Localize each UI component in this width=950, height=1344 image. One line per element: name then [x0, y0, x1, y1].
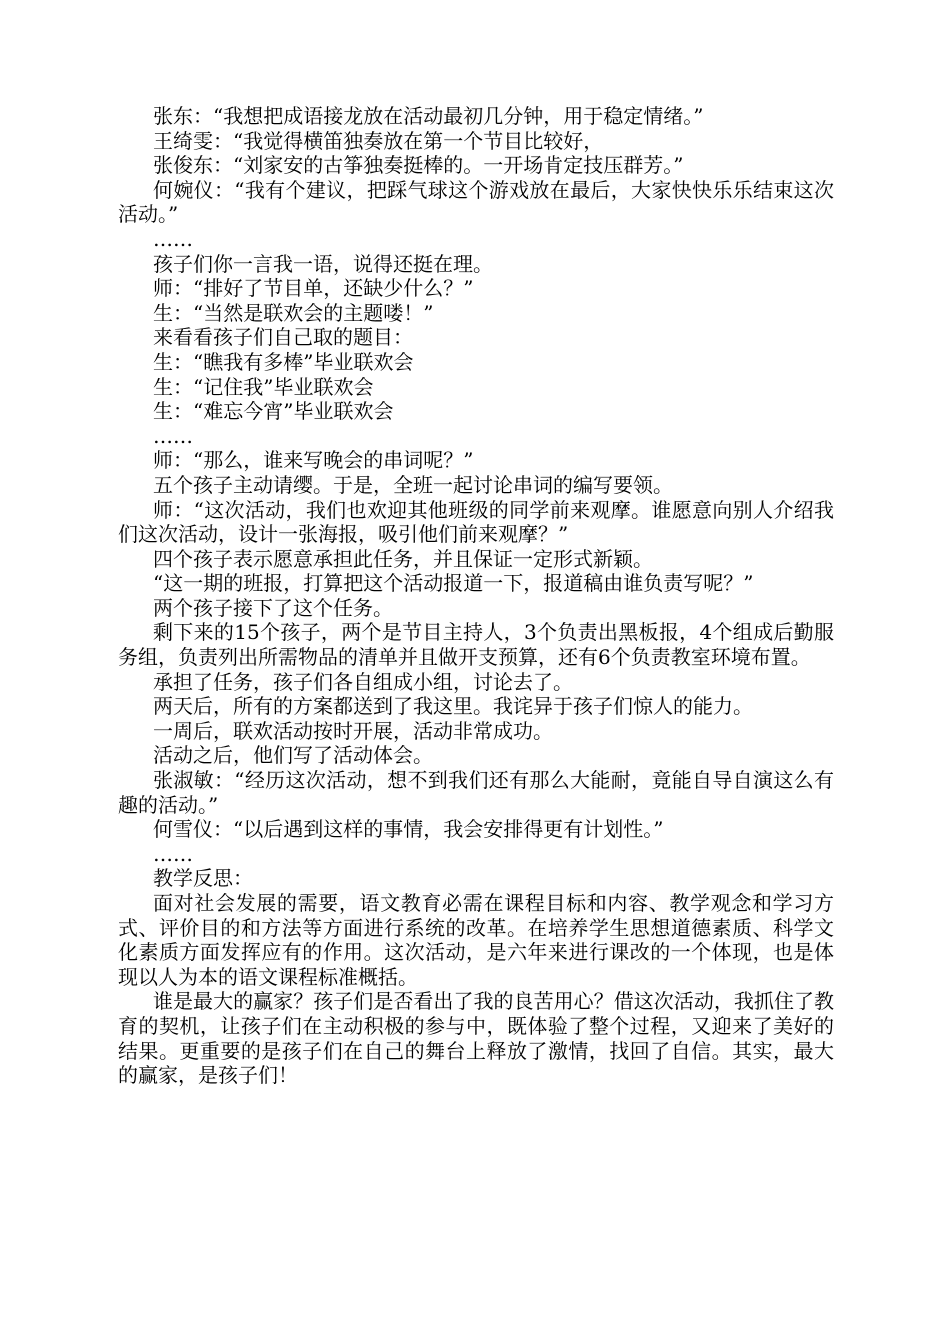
- paragraph: 面对社会发展的需要，语文教育必需在课程目标和内容、教学观念和学习方式、评价目的和方法等方面进行系统的改革。在培养学生思想道德素质、科学文化素质方面发挥应有的作用。这次活动，是六年来进行课改的一个体现，也是体现以人为本的语文课程标准概括。: [118, 891, 834, 989]
- paragraph: 张淑敏：“经历这次活动，想不到我们还有那么大能耐，竟能自导自演这么有趣的活动。”: [118, 768, 834, 817]
- paragraph: 生：“当然是联欢会的主题喽！”: [153, 300, 434, 325]
- paragraph: 张东：“我想把成语接龙放在活动最初几分钟，用于稳定情绪。”: [153, 104, 704, 128]
- section-heading: 教学反思：: [153, 866, 253, 891]
- document-body: [118, 104, 834, 1088]
- paragraph: 谁是最大的赢家？孩子们是否看出了我的良苦用心？借这次活动，我抓住了教育的契机，让孩子们在主动积极的参与中，既体验了整个过程，又迎来了美好的结果。更重要的是孩子们在自己的舞台上释放了激情，找回了自信。其实，最大的赢家，是孩子们！: [118, 989, 834, 1088]
- paragraph: 活动之后，他们写了活动体会。: [153, 743, 433, 768]
- paragraph: 五个孩子主动请缨。于是，全班一起讨论串词的编写要领。: [153, 472, 673, 497]
- paragraph: 王绮雯：“我觉得横笛独奏放在第一个节目比较好，: [153, 128, 604, 153]
- paragraph: 两天后，所有的方案都送到了我这里。我诧异于孩子们惊人的能力。: [153, 694, 753, 719]
- paragraph: “这一期的班报，打算把这个活动报道一下，报道稿由谁负责写呢？”: [153, 571, 754, 596]
- paragraph: 剩下来的15个孩子，两个是节目主持人，3个负责出黑板报，4个组成后勤服务组，负责列出所需物品的清单并且做开支预算，还有6个负责教室环境布置。: [118, 620, 834, 670]
- ellipsis-line: ……: [153, 423, 193, 448]
- paragraph: 承担了任务，孩子们各自组成小组，讨论去了。: [153, 669, 573, 694]
- paragraph: 师：“这次活动，我们也欢迎其他班级的同学前来观摩。谁愿意向别人介绍我们这次活动，设计一张海报，吸引他们前来观摩？”: [118, 497, 834, 547]
- ellipsis-line: ……: [153, 841, 193, 866]
- paragraph: 师：“那么，谁来写晚会的串词呢？”: [153, 448, 474, 473]
- paragraph: 何婉仪：“我有个建议，把踩气球这个游戏放在最后，大家快快乐乐结束这次活动。”: [118, 177, 834, 227]
- paragraph: 生：“瞧我有多棒”毕业联欢会: [153, 349, 414, 374]
- paragraph: 张俊东：“刘家安的古筝独奏挺棒的。一开场肯定技压群芳。”: [153, 153, 684, 178]
- ellipsis-line: ……: [153, 226, 193, 251]
- paragraph: 两个孩子接下了这个任务。: [153, 595, 393, 620]
- paragraph: 何雪仪：“以后遇到这样的事情，我会安排得更有计划性。”: [153, 817, 664, 842]
- paragraph: 四个孩子表示愿意承担此任务，并且保证一定形式新颖。: [153, 546, 653, 571]
- paragraph: 师：“排好了节目单，还缺少什么？”: [153, 276, 474, 301]
- paragraph: 孩子们你一言我一语，说得还挺在理。: [153, 251, 493, 276]
- paragraph: 生：“记住我”毕业联欢会: [153, 374, 374, 399]
- paragraph: 生：“难忘今宵”毕业联欢会: [153, 399, 394, 424]
- paragraph: 来看看孩子们自己取的题目：: [153, 325, 413, 350]
- paragraph: 一周后，联欢活动按时开展，活动非常成功。: [153, 718, 553, 743]
